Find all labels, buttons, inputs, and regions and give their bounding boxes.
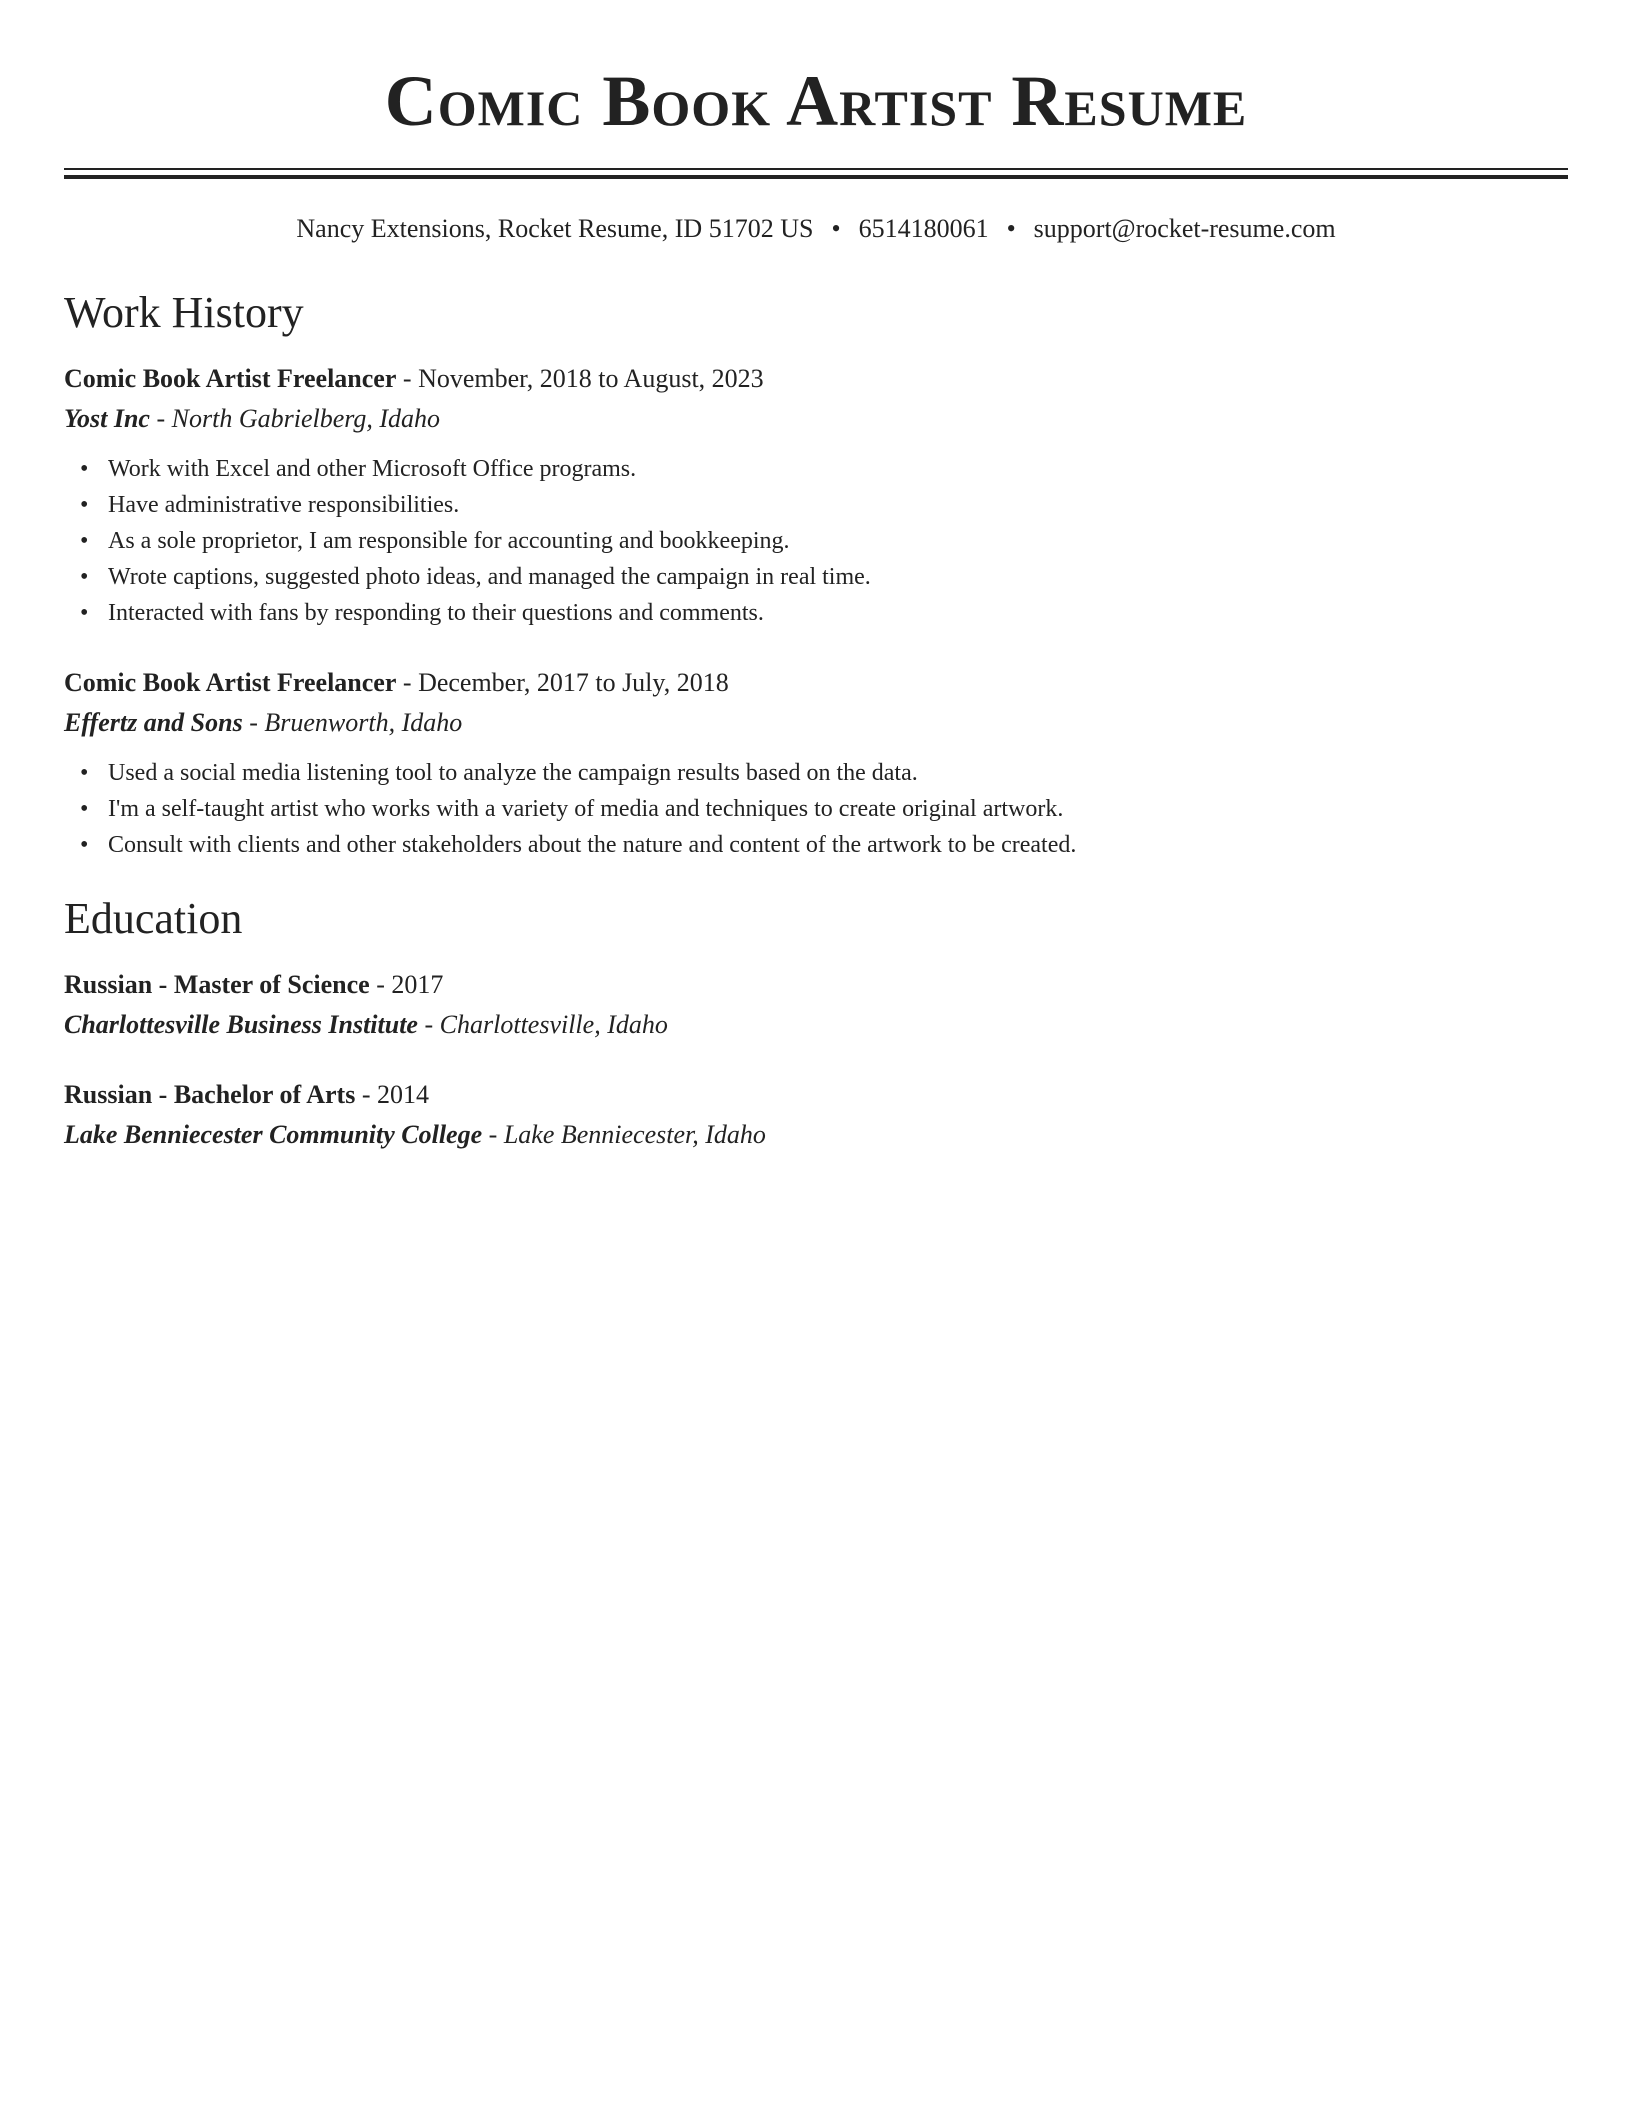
dash-separator: - xyxy=(361,1080,371,1109)
job-location: North Gabrielberg, Idaho xyxy=(171,404,441,433)
school-line xyxy=(64,1117,1568,1153)
resume-title: Comic Book Artist Resume xyxy=(384,61,1248,141)
degree-line xyxy=(64,1077,1568,1113)
contact-email: support@rocket-resume.com xyxy=(1033,214,1336,243)
bullet-dot-icon: • xyxy=(80,760,89,786)
job-dates: November, 2018 to August, 2023 xyxy=(418,364,764,393)
contact-separator: • xyxy=(831,214,841,243)
job-bullet-text: Wrote captions, suggested photo ideas, and managed the campaign in real time. xyxy=(108,564,871,590)
dash-separator: - xyxy=(488,1120,498,1149)
job-bullet xyxy=(64,755,1568,791)
job-company-line xyxy=(64,401,1568,437)
job-dates: December, 2017 to July, 2018 xyxy=(418,668,729,697)
job-bullet xyxy=(64,487,1568,523)
job-title-line xyxy=(64,361,1568,397)
contact-address: Nancy Extensions, Rocket Resume, ID 51702 US xyxy=(296,214,814,243)
job-company: Yost Inc xyxy=(64,404,150,433)
job-bullet xyxy=(64,523,1568,559)
degree-year: 2014 xyxy=(376,1080,429,1109)
dash-separator: - xyxy=(402,668,412,697)
bullet-dot-icon: • xyxy=(80,456,89,482)
school-name: Charlottesville Business Institute xyxy=(64,1010,418,1039)
degree-line xyxy=(64,967,1568,1003)
job-entry xyxy=(64,361,1568,631)
dash-separator: - xyxy=(424,1010,434,1039)
job-bullet-text: Work with Excel and other Microsoft Office programs. xyxy=(108,456,637,482)
bullet-dot-icon: • xyxy=(80,832,89,858)
job-bullet xyxy=(64,791,1568,827)
job-location: Bruenworth, Idaho xyxy=(264,708,463,737)
education-heading: Education xyxy=(64,894,243,943)
job-bullet-text: As a sole proprietor, I am responsible for accounting and bookkeeping. xyxy=(108,528,790,554)
degree-year: 2017 xyxy=(391,970,444,999)
degree-name: Russian - Master of Science xyxy=(64,970,370,999)
bullet-dot-icon: • xyxy=(80,796,89,822)
resume-page xyxy=(64,0,1568,1153)
job-company-line xyxy=(64,705,1568,741)
dash-separator: - xyxy=(249,708,258,737)
job-bullet xyxy=(64,827,1568,863)
job-entry xyxy=(64,665,1568,863)
job-bullet-text: Consult with clients and other stakeholders about the nature and content of the artwork to be created. xyxy=(108,832,1077,858)
job-bullet-list xyxy=(64,451,1568,631)
school-line xyxy=(64,1007,1568,1043)
school-location: Charlottesville, Idaho xyxy=(439,1010,668,1039)
education-entry xyxy=(64,967,1568,1043)
dash-separator: - xyxy=(156,404,166,433)
school-location: Lake Benniecester, Idaho xyxy=(503,1120,766,1149)
bullet-dot-icon: • xyxy=(80,528,89,554)
job-bullet-text: Used a social media listening tool to analyze the campaign results based on the data. xyxy=(108,760,918,786)
job-bullet xyxy=(64,595,1568,631)
contact-line xyxy=(64,213,1568,245)
job-bullet-list xyxy=(64,755,1568,863)
title-divider xyxy=(64,168,1568,179)
job-company: Effertz and Sons xyxy=(64,708,243,737)
school-name: Lake Benniecester Community College xyxy=(64,1120,483,1149)
contact-phone: 6514180061 xyxy=(858,214,989,243)
job-title-line xyxy=(64,665,1568,701)
bullet-dot-icon: • xyxy=(80,492,89,518)
dash-separator: - xyxy=(376,970,385,999)
education-entry xyxy=(64,1077,1568,1153)
job-bullet xyxy=(64,559,1568,595)
degree-name: Russian - Bachelor of Arts xyxy=(64,1080,356,1109)
job-bullet-text: I'm a self-taught artist who works with a variety of media and techniques to create original artwork. xyxy=(108,796,1064,822)
bullet-dot-icon: • xyxy=(80,600,89,626)
job-bullet-text: Have administrative responsibilities. xyxy=(108,492,460,518)
job-bullet-text: Interacted with fans by responding to their questions and comments. xyxy=(108,600,764,626)
contact-separator: • xyxy=(1006,214,1016,243)
job-bullet xyxy=(64,451,1568,487)
bullet-dot-icon: • xyxy=(80,564,89,590)
work-history-heading: Work History xyxy=(64,288,304,337)
job-title: Comic Book Artist Freelancer xyxy=(64,364,397,393)
dash-separator: - xyxy=(402,364,412,393)
job-title: Comic Book Artist Freelancer xyxy=(64,668,397,697)
